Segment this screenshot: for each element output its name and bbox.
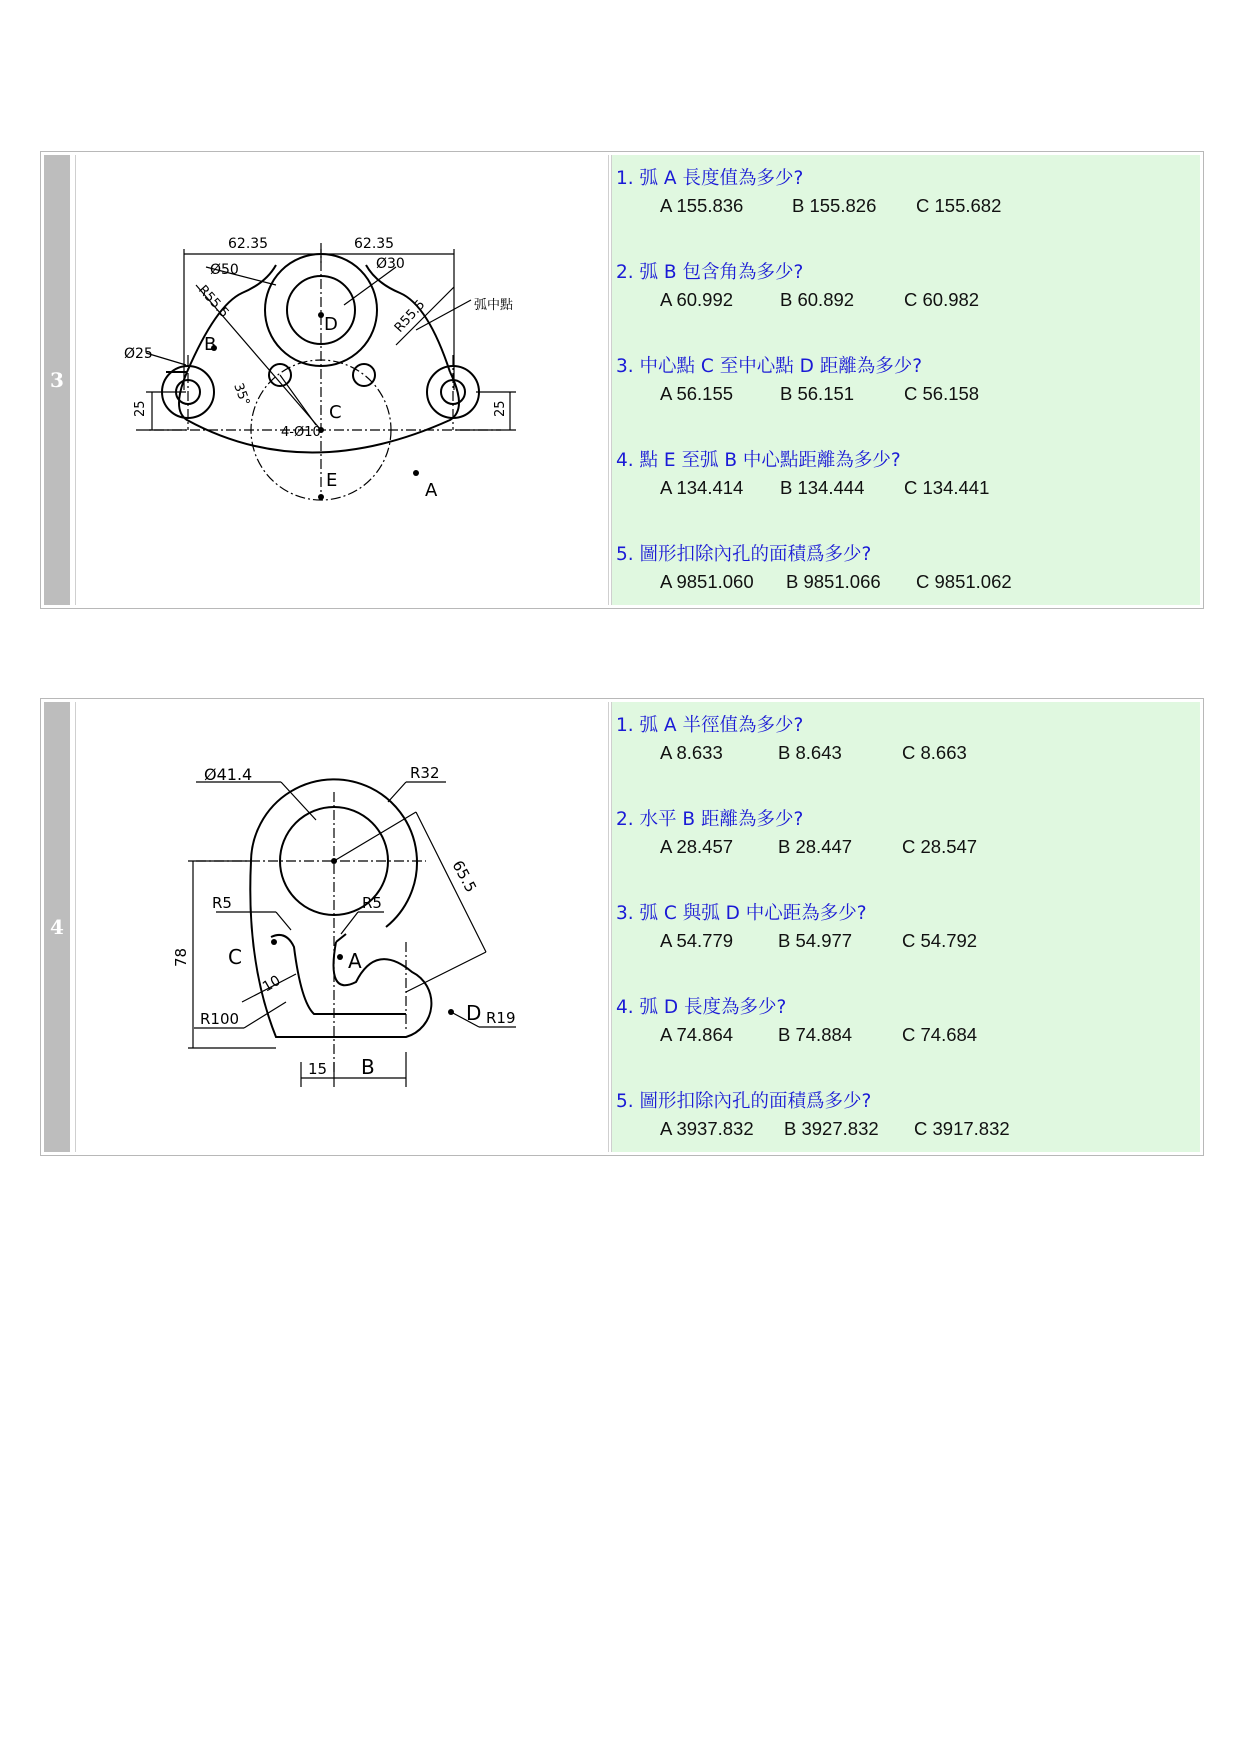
dim-label: R55.5 [195, 282, 232, 321]
option-b: B 28.447 [778, 836, 853, 857]
drawing-panel [75, 702, 609, 1152]
option-c: C 134.441 [904, 477, 990, 498]
option-a: A 134.414 [660, 477, 744, 498]
option-c: C 56.158 [904, 383, 980, 404]
point-label-d: D [466, 1001, 482, 1025]
options-1 [660, 195, 1001, 217]
option-a: A 60.992 [660, 289, 734, 310]
dim-label: Ø41.4 [204, 765, 253, 784]
question-3: 3. 弧 C 與弧 D 中心距為多少? [616, 903, 867, 924]
dim-label: Ø25 [124, 346, 153, 362]
dim-label: Ø50 [210, 262, 239, 278]
option-c: C 9851.062 [916, 571, 1012, 592]
dim-label: R100 [200, 1010, 240, 1028]
options-1 [660, 742, 967, 764]
dim-label: 15 [308, 1060, 328, 1078]
point-label-d: D [324, 314, 338, 335]
dim-label: R32 [410, 764, 440, 782]
question-4: 4. 點 E 至弧 B 中心點距離為多少? [616, 450, 901, 471]
option-a: A 3937.832 [660, 1118, 754, 1139]
question-3: 3. 中心點 C 至中心點 D 距離為多少? [616, 356, 923, 377]
option-c: C 60.982 [904, 289, 980, 310]
option-b: B 134.444 [780, 477, 865, 498]
option-c: C 28.547 [902, 836, 978, 857]
point-label-b: B [204, 334, 217, 355]
dim-label: B [361, 1055, 375, 1079]
point-label-a: A [425, 480, 438, 501]
dim-label: Ø30 [376, 256, 405, 272]
options-3 [660, 383, 979, 405]
dim-label: R19 [486, 1009, 516, 1027]
option-b: B 74.884 [778, 1024, 853, 1045]
question-block-3 [40, 151, 1204, 609]
options-5 [660, 571, 1012, 593]
dim-label: 4-Ø10 [281, 425, 321, 440]
options-4 [660, 1024, 977, 1046]
dim-label: R55.5 [391, 297, 429, 336]
dim-label: 78 [172, 947, 190, 967]
point-label-c: C [228, 945, 242, 969]
block-number: 4 [44, 702, 70, 1152]
options-2 [660, 836, 977, 858]
option-b: B 9851.066 [786, 571, 881, 592]
option-a: A 155.836 [660, 195, 744, 216]
dim-label: 62.35 [354, 236, 395, 252]
option-b: B 54.977 [778, 930, 853, 951]
dim-label: 25 [493, 400, 508, 417]
question-panel [611, 702, 1200, 1152]
point-label-c: C [329, 402, 342, 423]
block-number: 3 [44, 155, 70, 605]
option-c: C 155.682 [916, 195, 1002, 216]
option-a: A 74.864 [660, 1024, 734, 1045]
question-5: 5. 圖形扣除內孔的面積爲多少? [616, 544, 872, 565]
option-b: B 60.892 [780, 289, 855, 310]
option-b: B 8.643 [778, 742, 842, 763]
options-5 [660, 1118, 1010, 1140]
dim-label: R5 [362, 894, 382, 912]
question-1: 1. 弧 A 半徑值為多少? [616, 715, 804, 736]
question-4: 4. 弧 D 長度為多少? [616, 997, 787, 1018]
question-2: 2. 弧 B 包含角為多少? [616, 262, 804, 283]
option-a: A 54.779 [660, 930, 734, 951]
dim-label: R5 [212, 894, 232, 912]
option-a: A 9851.060 [660, 571, 754, 592]
options-3 [660, 930, 977, 952]
cad-drawing-4 [76, 702, 608, 1152]
question-5: 5. 圖形扣除內孔的面積爲多少? [616, 1091, 872, 1112]
options-4 [660, 477, 989, 499]
option-c: C 54.792 [902, 930, 978, 951]
option-a: A 28.457 [660, 836, 734, 857]
option-a: A 56.155 [660, 383, 734, 404]
question-panel [611, 155, 1200, 605]
drawing-panel [75, 155, 609, 605]
dim-label: 65.5 [448, 857, 481, 896]
point-label-a: A [348, 949, 362, 973]
option-a: A 8.633 [660, 742, 723, 763]
point-label-e: E [326, 470, 338, 491]
question-1: 1. 弧 A 長度值為多少? [616, 168, 804, 189]
dim-label: 62.35 [228, 236, 269, 252]
option-b: B 56.151 [780, 383, 855, 404]
dim-label: 35° [230, 381, 253, 409]
options-2 [660, 289, 979, 311]
dim-label: 25 [133, 400, 148, 417]
question-block-4 [40, 698, 1204, 1156]
option-c: C 3917.832 [914, 1118, 1010, 1139]
option-c: C 74.684 [902, 1024, 978, 1045]
option-c: C 8.663 [902, 742, 967, 763]
dim-label: 10 [260, 972, 284, 996]
question-2: 2. 水平 B 距離為多少? [616, 809, 804, 830]
option-b: B 155.826 [792, 195, 877, 216]
cad-drawing-3 [76, 155, 608, 605]
dim-label: 弧中點 [474, 298, 514, 313]
option-b: B 3927.832 [784, 1118, 879, 1139]
